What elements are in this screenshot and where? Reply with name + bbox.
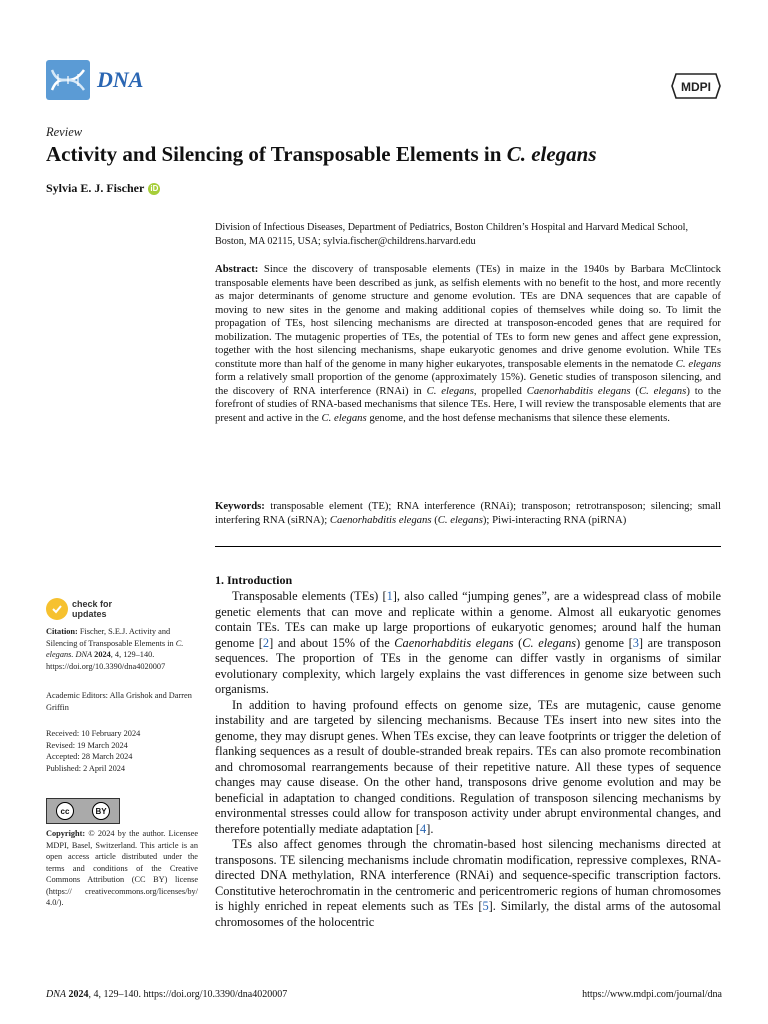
check-updates-text [72,599,112,619]
paragraph [215,837,721,930]
footer-doi[interactable]: , 4, 129–140. https://doi.org/10.3390/dna4020007 [88,989,288,1000]
keywords [215,500,721,527]
journal-logo-icon [46,60,90,100]
abstract-italic: C. elegans [321,411,367,424]
title-main: Activity and Silencing of Transposable Elements in [46,142,507,166]
footer-year: 2024 [68,989,89,1000]
keywords-italic: Caenorhabditis elegans [329,513,432,526]
revised-date: Revised: 19 March 2024 [46,740,128,750]
citation-link[interactable]: 2 [262,635,270,650]
abstract-text: Since the discovery of transposable elements (TEs) in maize in the 1940s by Barbara McClintock transposable elements have been described as junk, as selfish elements with no benefit to the host, and more recently as major determinants of genome structure and genome evolution. TEs are DNA sequences that are capable of moving to new sites in the genome and making additional copies of themselves while doing so. To limit the propagation of TEs, host silencing mechanisms are directed at transposon-encoded genes that are required for mobilization. The mutagenic properties of TEs, the potential of TEs to form new genes and affect gene expression, together with the host silencing mechanisms, shape eukaryotic genomes and drive genome evolution. While TEs constitute more than half of the genome in many higher eukaryotes, transposable elements in the nematode [215,263,721,370]
abstract-italic: Caenorhabditis elegans [526,384,631,397]
check-updates-line: check for [72,599,113,609]
cc-glyph: cc [56,802,74,820]
title-species: C. elegans [506,142,597,166]
text: In addition to having profound effects on genome size, TEs are mutagenic, cause genome instability and are targeted by silencing mechanisms. Because TEs insert into new sites into the genome, they may disrupt genes. When TEs excise, they can leave footprints or trigger the deletion of flanking sequences as a result of double-stranded break repairs. TEs can also promote recombination and chromosomal rearrangements because of their repetitive nature. All these types of sequence changes may cause disease. On the other hand, transposons drive genome evolution and may be beneficial in adaptation to changed conditions. Regulation of transposon silencing mechanisms by environmental stresses could allow for transposon activity under abrupt environmental changes, and therefore potentially mediate adaptation [ [215,697,721,836]
paragraph [215,698,721,838]
article-type: Review [46,125,83,139]
by-glyph: BY [92,802,110,820]
accepted-date: Accepted: 28 March 2024 [46,752,133,761]
abstract-text: ( [630,384,639,397]
received-date: Received: 10 February 2024 [46,729,141,738]
footer-url[interactable]: https://www.mdpi.com/journal/dna [582,989,722,1000]
citation-text: Fischer, S.E.J. Activity and Silencing of Transposable Elements in [46,627,176,648]
by-icon [83,799,119,823]
text: ] and about 15% of the [269,635,395,650]
abstract-italic: C. elegans [638,384,687,397]
copyright-label: Copyright: [46,829,86,838]
keywords-label: Keywords: [215,500,265,512]
academic-editors: Academic Editors: Alla Grishok and Darren Griffin [46,691,192,712]
citation-italic: C. elegans. DNA [46,638,184,659]
section-heading: 1. Introduction [215,573,293,587]
dates-block [46,728,198,774]
published-date: Published: 2 April 2024 [46,763,126,773]
copyright-text: © 2024 by the author. Licensee MDPI, Basel, Switzerland. This article is an open access article distributed under the terms and conditions of the Creative Commons Attribution (CC BY) license (https:// creativecommons.org/licenses/by/ 4.0/). [46,829,198,907]
citation-year: 2024 [94,650,111,659]
mdpi-logo-text: MDPI [681,80,711,94]
check-updates-line: updates [72,609,107,619]
orcid-icon[interactable]: iD [150,184,159,193]
abstract-label: Abstract: [215,263,259,275]
journal-name: DNA [97,67,144,92]
section-divider [215,546,721,547]
intro-body [215,589,721,930]
author-line [46,181,160,196]
affiliation: Division of Infectious Diseases, Department of Pediatrics, Boston Children’s Hospital and Harvard Medical School, Boston, MA 02115, USA; sylvia.fischer@childrens.harvard.edu [215,222,689,247]
abstract-text: form a relatively small proportion of the genome (approximately 15%). Genetic studies of transposon silencing, and the discovery of RNA interference (RNAi) in [215,371,721,397]
citation-link[interactable]: 4 [420,821,427,836]
keywords-italic: C. elegans [437,513,483,526]
abstract [215,263,721,425]
abstract-text: genome, and the host defense mechanisms that silence these elements. [366,411,670,424]
text: ) genome [ [576,635,633,650]
citation-block [46,626,198,672]
page-title [46,142,597,167]
footer-journal: DNA [46,989,66,1000]
keywords-text: ( [431,513,438,526]
text: Transposable elements (TEs) [ [232,589,387,603]
citation-doi[interactable]: , 4, 129–140. https://doi.org/10.3390/dna4020007 [46,650,166,671]
mdpi-logo-icon [670,72,722,100]
paragraph [215,589,721,698]
text: TEs also affect genomes through the chromatin-based host silencing mechanisms directed at transposons. TE silencing mechanisms include chromatin modification, repressive complexes, RNA-directed DNA methylation, RNA interference (RNAi) and sequence-specific transcription factors. Constitutive heterochromatin in the centromeric and pericentromeric regions of human chromosomes is highly enriched in repeat elements such as TEs [ [215,837,721,913]
italic-text: Caenorhabditis elegans [394,635,514,650]
cc-by-license-badge[interactable] [46,798,120,824]
citation-link[interactable]: 1 [386,589,393,603]
footer-citation [46,989,287,1000]
italic-text: C. elegans [522,635,577,650]
abstract-italic: C. elegans [426,384,474,397]
abstract-text: , propelled [473,384,527,397]
text: ( [513,635,523,650]
keywords-text: transposable element (TE); RNA interference (RNAi); transposon; retrotransposon; silencing; small interfering RNA (siRNA); [215,500,722,526]
author-name[interactable]: Sylvia E. J. Fischer [46,181,145,195]
citation-link[interactable]: 5 [482,899,489,913]
text: ]. [426,821,434,836]
check-for-updates-badge[interactable] [46,598,112,620]
abstract-italic: C. elegans [675,357,721,370]
copyright-block [46,828,198,909]
text: ]. Similarly, the distal arms of the autosomal chromosomes of the holocentric [215,899,721,929]
citation-label: Citation: [46,627,78,636]
abstract-text: ) to the forefront of studies of RNA-based mechanisms that silence TEs. Here, I will review the transposable elements that are present and active in the [215,384,721,424]
text: ], also called “jumping genes”, are a widespread class of mobile genetic elements that can move and replicate within a genome. Almost all eukaryotic genomes contain TEs. TEs can make up large proportions of eukaryotic genomes; around half the human genome [ [215,589,721,650]
keywords-text: ); Piwi-interacting RNA (piRNA) [482,513,627,526]
check-updates-icon [46,598,68,620]
text: ] are transposon sequences. The proportion of TEs in the genome can differ vastly in organisms of similar evolutionary complexity, which largely explains the vast differences in genome size between such organisms. [215,635,722,696]
citation-link[interactable]: 3 [632,635,639,650]
cc-icon [47,799,83,823]
